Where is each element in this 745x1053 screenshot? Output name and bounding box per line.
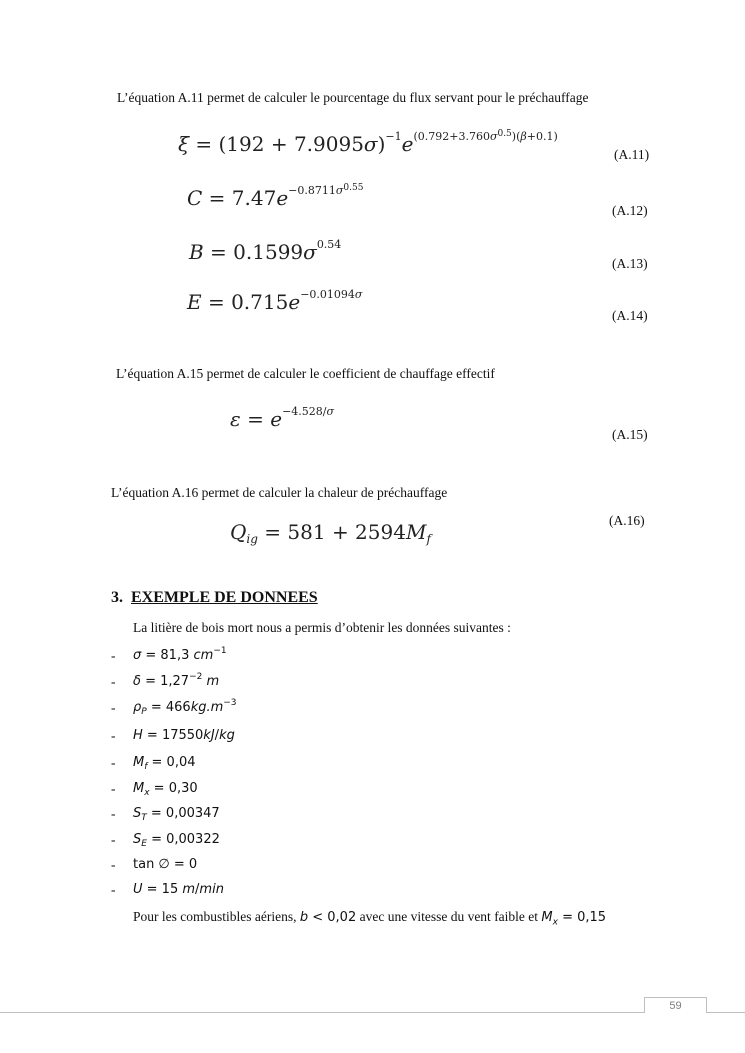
bullet: - xyxy=(111,806,116,821)
section-intro: La litière de bois mort nous a permis d’obtenir les données suivantes : xyxy=(133,620,511,635)
list-item: - $\rho_P = 466kg.m^{-3}$ xyxy=(111,698,237,717)
section-number: 3. xyxy=(111,589,123,606)
page-number: 59 xyxy=(644,997,707,1013)
equation-a12: $C = 7.47e^{-0.8711\sigma^{0.55}}$ xyxy=(187,183,364,210)
list-item: - H = 17550kJ/kg xyxy=(111,728,235,743)
closing-text-1: Pour les combustibles aériens, xyxy=(133,909,300,924)
section-heading xyxy=(111,589,318,607)
bullet: - xyxy=(111,648,116,663)
intro-a15: L’équation A.15 permet de calculer le coefficient de chauffage effectif xyxy=(116,366,495,381)
closing-paragraph: Pour les combustibles aériens, b < 0,02 avec une vitesse du vent faible et $M_x = 0,15$ xyxy=(133,909,607,928)
equation-a15: $\varepsilon = e^{-4.528/\sigma}$ xyxy=(230,405,334,431)
bullet: - xyxy=(111,728,116,743)
list-item: - $M_f = 0,04$ xyxy=(111,755,196,772)
equation-a16: $Q_{ig} = 581 + 2594M_f$ xyxy=(230,520,431,546)
equation-number-a16: (A.16) xyxy=(609,513,645,528)
equation-number-a13: (A.13) xyxy=(612,256,648,271)
list-item: - σ = 81,3 $cm^{-1}$ xyxy=(111,646,227,663)
bullet: - xyxy=(111,674,116,689)
equation-number-a12: (A.12) xyxy=(612,203,648,218)
bullet: - xyxy=(111,857,116,872)
list-item: - $\delta = 1,27^{-2}$ m xyxy=(111,672,220,689)
equation-a13: $B = 0.1599\sigma^{0.54}$ xyxy=(189,238,342,264)
equation-a14: $E = 0.715e^{-0.01094\sigma}$ xyxy=(187,288,363,314)
intro-a16: L’équation A.16 permet de calculer la chaleur de préchauffage xyxy=(111,485,448,500)
equation-number-a14: (A.14) xyxy=(612,308,648,323)
bullet: - xyxy=(111,755,116,770)
equation-number-a15: (A.15) xyxy=(612,427,648,442)
list-item: - $S_E = 0,00322$ xyxy=(111,832,220,849)
closing-text-2: avec une vitesse du vent faible et xyxy=(356,909,542,924)
bullet: - xyxy=(111,781,116,796)
bullet: - xyxy=(111,832,116,847)
equation-a11: $\xi = (192 + 7.9095\sigma)^{-1}e^{(0.792+3.760\sigma^{0.5})(\beta+0.1)}$ xyxy=(178,129,558,156)
equation-number-a11: (A.11) xyxy=(614,147,650,162)
bullet: - xyxy=(111,882,116,897)
list-item: - $M_x = 0,30$ xyxy=(111,781,198,798)
list-item: - U = 15 m/min xyxy=(111,882,224,897)
bullet: - xyxy=(111,700,116,715)
footer-rule xyxy=(0,1012,745,1013)
list-item: - tan ∅ = 0 xyxy=(111,857,198,872)
section-title: EXEMPLE DE DONNEES xyxy=(131,589,318,606)
list-item: - $S_T = 0,00347$ xyxy=(111,806,220,823)
intro-a11: L’équation A.11 permet de calculer le pourcentage du flux servant pour le préchauffage xyxy=(117,90,589,105)
